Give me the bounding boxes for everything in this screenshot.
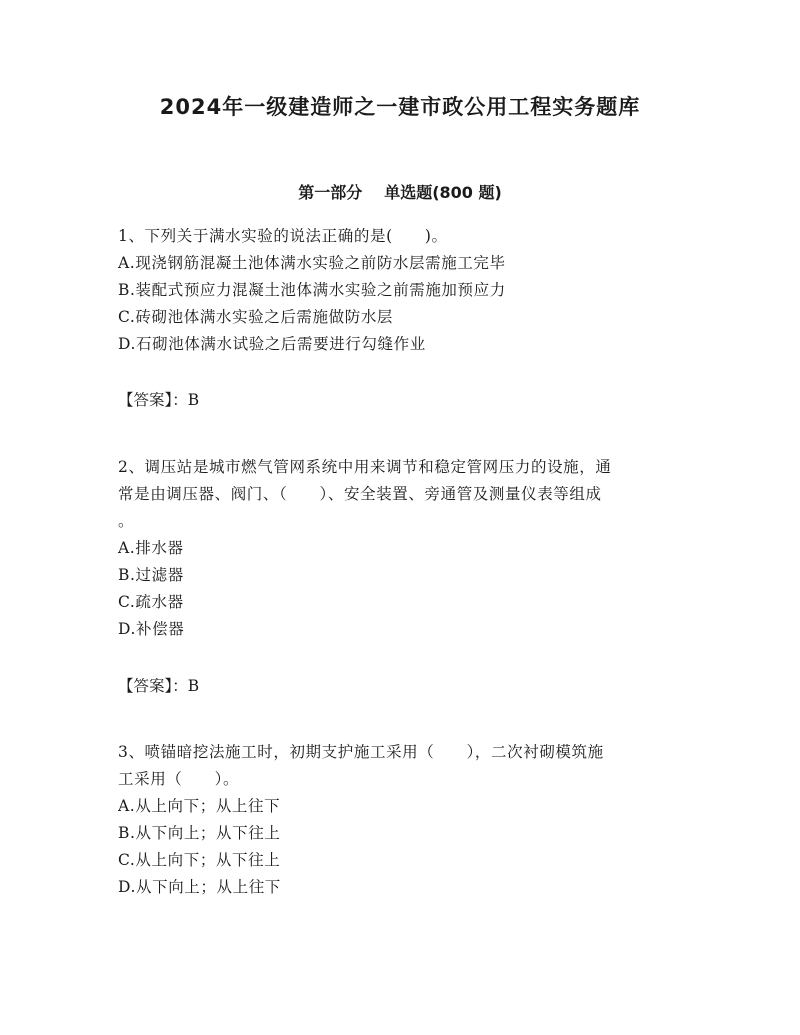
document-title: 2024年一级建造师之一建市政公用工程实务题库 — [159, 95, 641, 119]
question-2-stem-line-3: 。 — [118, 512, 135, 530]
question-1-option-d: D.石砌池体满水试验之后需要进行勾缝作业 — [118, 335, 426, 353]
section-name: 单选题(800 题) — [384, 183, 502, 202]
question-2-stem-line-2: 常是由调压器、阀门、（ ）、安全装置、旁通管及测量仪表等组成 — [118, 485, 602, 503]
section-part: 第一部分 — [298, 183, 363, 202]
question-3-option-a: A.从上向下；从上往下 — [118, 797, 281, 815]
question-1-stem: 1、下列关于满水实验的说法正确的是( )。 — [118, 227, 448, 245]
question-3-stem-line-1: 3、喷锚暗挖法施工时，初期支护施工采用（ ），二次衬砌模筑施 — [118, 743, 604, 761]
question-1-option-a: A.现浇钢筋混凝土池体满水实验之前防水层需施工完毕 — [118, 254, 506, 272]
question-2-option-b: B.过滤器 — [118, 566, 184, 584]
answer-label: 【答案】： — [118, 677, 188, 695]
section-heading — [0, 181, 800, 205]
question-3-option-c: C.从上向下；从下往上 — [118, 851, 281, 869]
question-3-option-d: D.从下向上；从上往下 — [118, 878, 281, 896]
answer-label: 【答案】： — [118, 391, 188, 409]
question-3-stem-line-2: 工采用（ ）。 — [118, 770, 240, 788]
question-1-answer — [118, 388, 199, 412]
question-3-option-b: B.从下向上；从下往上 — [118, 824, 281, 842]
question-2-stem-line-1: 2、调压站是城市燃气管网系统中用来调节和稳定管网压力的设施，通 — [118, 458, 612, 476]
question-1-option-b: B.装配式预应力混凝土池体满水实验之前需施加预应力 — [118, 281, 506, 299]
answer-value: B — [187, 677, 200, 695]
question-2-option-c: C.疏水器 — [118, 593, 184, 611]
question-2-option-a: A.排水器 — [118, 539, 184, 557]
question-2-option-d: D.补偿器 — [118, 620, 185, 638]
question-2-answer — [118, 674, 199, 698]
question-1-option-c: C.砖砌池体满水实验之后需施做防水层 — [118, 308, 394, 326]
answer-value: B — [187, 391, 200, 409]
